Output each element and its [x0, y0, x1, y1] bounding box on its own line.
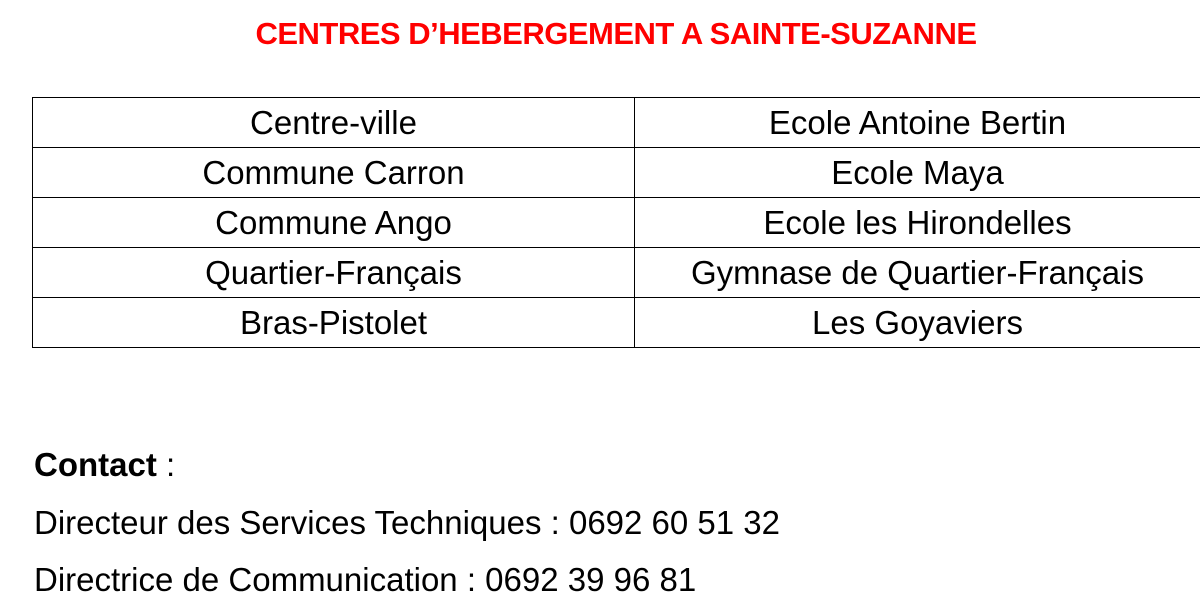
table-row [33, 198, 1200, 248]
table-cell: Quartier-Français [33, 248, 635, 298]
contact-heading [34, 446, 175, 484]
table-cell: Bras-Pistolet [33, 298, 635, 348]
contact-label-colon: : [156, 446, 176, 483]
table-row [33, 248, 1200, 298]
centres-table [32, 97, 1200, 348]
table-cell: Gymnase de Quartier-Français [635, 248, 1200, 298]
document-title: CENTRES D’HEBERGEMENT A SAINTE-SUZANNE [255, 16, 977, 51]
table-row [33, 148, 1200, 198]
table-cell: Ecole les Hirondelles [635, 198, 1200, 248]
table-row [33, 98, 1200, 148]
table-cell: Ecole Antoine Bertin [635, 98, 1200, 148]
table-cell: Les Goyaviers [635, 298, 1200, 348]
contact-label: Contact [34, 446, 157, 483]
table-cell: Commune Carron [33, 148, 635, 198]
table-row [33, 298, 1200, 348]
table-cell: Commune Ango [33, 198, 635, 248]
table-cell: Centre-ville [33, 98, 635, 148]
contact-line-technical-director: Directeur des Services Techniques : 0692 60 51 32 [34, 504, 781, 541]
contact-line-communication-director: Directrice de Communication : 0692 39 96 81 [34, 561, 697, 598]
table-cell: Ecole Maya [635, 148, 1200, 198]
